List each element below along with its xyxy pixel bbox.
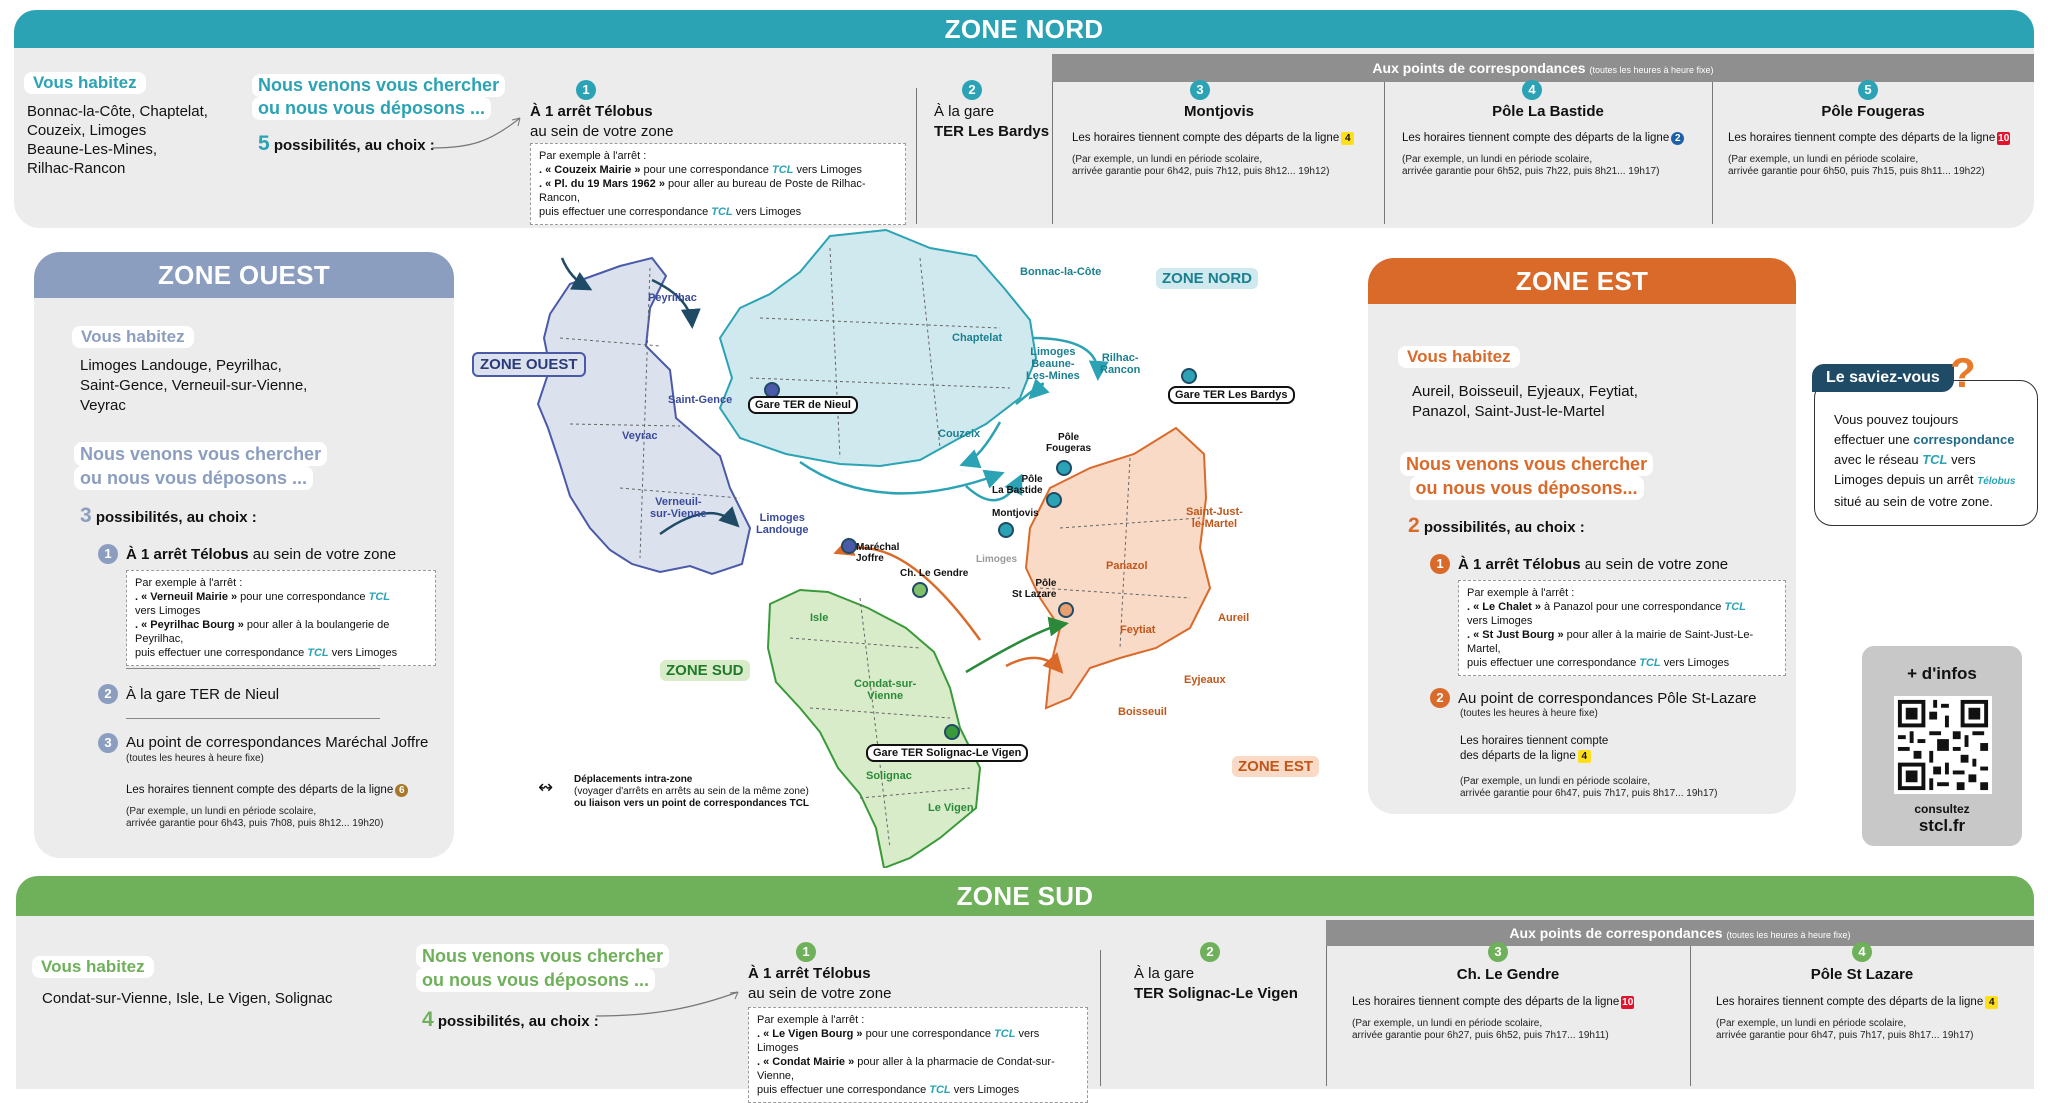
infos-title: + d'infos: [1907, 664, 1977, 683]
map-solignac: Solignac: [866, 770, 912, 782]
ouest-vous-habitez: Vous habitez: [72, 326, 194, 348]
nord-opt5-num: 5: [1858, 80, 1878, 100]
stop-gare-nieul: [765, 383, 779, 397]
stop-pole-bastide: [1047, 493, 1061, 507]
map-veyrac: Veyrac: [622, 430, 658, 442]
map-pole-st-lazare: Pôle St Lazare: [1012, 578, 1057, 600]
sud-opt4-title: Pôle St Lazare: [1810, 966, 1914, 983]
map-gare-nieul: Gare TER de Nieul: [748, 396, 858, 414]
map-isle: Isle: [810, 612, 829, 624]
nord-opt3-title: Montjovis: [1184, 103, 1254, 120]
ouest-opt1-example: Par exemple à l'arrêt : . « Verneuil Mairie » pour une correspondance TCL vers Limoges . « Peyrilhac Bourg » pour aller à la boulangerie de Peyrilhac, puis effectuer une correspondance TCL vers Limoges: [126, 570, 436, 666]
saviez-title: Le saviez-vous: [1812, 364, 1954, 392]
double-arrow-icon: ↭: [538, 777, 554, 797]
ouest-opt3-ex: (Par exemple, un lundi en période scolaire, arrivée garantie pour 6h43, puis 7h08, puis 8h12... 19h20): [126, 806, 384, 829]
sud-opt3-text: Les horaires tiennent compte des départs de la ligne 10: [1352, 996, 1634, 1008]
map-st-just: Saint-Just- le-Martel: [1186, 506, 1243, 530]
stop-gare-solignac: [945, 725, 959, 739]
map-saint-gence: Saint-Gence: [668, 394, 733, 406]
stop-pole-st-lazare: [1059, 603, 1073, 617]
sud-possibilites: 4 possibilités, au choix :: [422, 1008, 599, 1031]
sud-opt3-ex: (Par exemple, un lundi en période scolaire, arrivée garantie pour 6h27, puis 6h52, puis 7h17... 19h11): [1352, 1018, 1609, 1041]
map-label-zone-ouest: ZONE OUEST: [472, 352, 586, 377]
sud-opt4-num: 4: [1852, 942, 1872, 962]
nord-opt5-ex: (Par exemple, un lundi en période scolaire, arrivée garantie pour 6h50, puis 7h15, puis 8h11... 19h22): [1728, 154, 1985, 177]
map-label-zone-nord: ZONE NORD: [1156, 268, 1258, 289]
map-boisseuil: Boisseuil: [1118, 706, 1167, 718]
nord-opt1-num: 1: [576, 80, 596, 100]
sud-opt1-example: Par exemple à l'arrêt : . « Le Vigen Bourg » pour une correspondance TCL vers Limoges . « Condat Mairie » pour aller à la pharmacie de Condat-sur-Vienne, puis effectuer une correspondance TCL vers Limoges: [748, 1007, 1088, 1103]
map-pole-bastide: Pôle La Bastide: [992, 474, 1043, 496]
est-opt2-sub: (toutes les heures à heure fixe): [1460, 708, 1598, 719]
sud-opt1-num: 1: [796, 942, 816, 962]
ouest-opt3-title: Au point de correspondances Maréchal Joffre: [126, 734, 429, 751]
qr-code-icon[interactable]: [1894, 696, 1992, 794]
est-communes: Aureil, Boisseuil, Eyjeaux, Feytiat, Panazol, Saint-Just-le-Martel: [1412, 383, 1638, 420]
nord-opt5-title: Pôle Fougeras: [1821, 103, 1925, 120]
sud-opt4-text: Les horaires tiennent compte des départs de la ligne 4: [1716, 996, 1998, 1009]
nord-communes: Bonnac-la-Côte, Chaptelat, Couzeix, Limoges Beaune-Les-Mines, Rilhac-Rancon: [27, 103, 208, 177]
stop-montjovis: [999, 523, 1013, 537]
stop-gare-bardys: [1182, 369, 1196, 383]
sud-opt4-ex: (Par exemple, un lundi en période scolaire, arrivée garantie pour 6h47, puis 7h17, puis 8h17... 19h17): [1716, 1018, 1974, 1041]
zone-est-title: ZONE EST: [1368, 258, 1796, 304]
stop-ch-gendre: [913, 583, 927, 597]
infos-consultez: consultez: [1914, 802, 1970, 816]
est-opt2-ex: (Par exemple, un lundi en période scolaire, arrivée garantie pour 6h47, puis 7h17, puis 8h17... 19h17): [1460, 776, 1718, 799]
ouest-opt3-num: 3: [98, 733, 118, 753]
nord-opt5-text: Les horaires tiennent compte des départs de la ligne 10: [1728, 132, 2010, 144]
map-ch-gendre: Ch. Le Gendre: [900, 568, 969, 579]
saviez-text: Vous pouvez toujours effectuer une correspondance avec le réseau TCL vers Limoges depuis un arrêt Télobus situé au sein de votre zone.: [1834, 412, 2016, 509]
map-condat: Condat-sur- Vienne: [854, 678, 917, 702]
ouest-communes: Limoges Landouge, Peyrilhac, Saint-Gence, Verneuil-sur-Vienne, Veyrac: [80, 357, 308, 414]
sud-opt1-title: À 1 arrêt Télobus au sein de votre zone: [748, 965, 892, 1002]
nord-opt2-num: 2: [962, 80, 982, 100]
nord-corresp-header: Aux points de correspondances (toutes les heures à heure fixe): [1052, 54, 2034, 82]
sud-opt2-title: À la gare TER Solignac-Le Vigen: [1134, 965, 1298, 1002]
est-vous-habitez: Vous habitez: [1398, 346, 1520, 368]
stop-marechal-joffre: [842, 539, 856, 553]
nord-opt3-text: Les horaires tiennent compte des départs de la ligne 4: [1072, 132, 1354, 145]
est-opt2-num: 2: [1430, 688, 1450, 708]
map-panazol: Panazol: [1106, 560, 1148, 572]
map-zone-ouest: [538, 258, 750, 574]
map-pole-fougeras: Pôle Fougeras: [1046, 432, 1092, 454]
est-opt2-title: Au point de correspondances Pôle St-Lazare: [1458, 690, 1757, 707]
map-limoges: Limoges: [976, 554, 1018, 565]
nord-opt4-num: 4: [1522, 80, 1542, 100]
sud-opt3-num: 3: [1488, 942, 1508, 962]
map-couzeix: Couzeix: [938, 428, 981, 440]
map-verneuil: Verneuil- sur-Vienne: [650, 496, 707, 520]
map-limoges-landouge: Limoges Landouge: [756, 512, 809, 536]
ouest-opt2-num: 2: [98, 684, 118, 704]
est-opt2-text: Les horaires tiennent compte des départs de la ligne 4: [1460, 735, 1609, 762]
map-aureil: Aureil: [1218, 612, 1250, 624]
map-marechal: Maréchal Joffre: [856, 542, 900, 564]
map-gare-bardys: Gare TER Les Bardys: [1168, 386, 1295, 404]
nord-opt1-example: Par exemple à l'arrêt : . « Couzeix Mairie » pour une correspondance TCL vers Limoges . « Pl. du 19 Mars 1962 » pour aller au bureau de Poste de Rilhac-Rancon, puis effectuer une correspondance TCL vers Limoges: [530, 143, 906, 225]
nord-opt4-text: Les horaires tiennent compte des départs de la ligne 2: [1402, 132, 1684, 145]
sud-nous-venons: Nous venons vous chercher ou nous vous déposons ...: [416, 944, 669, 992]
map-chaptelat: Chaptelat: [952, 332, 1003, 344]
nord-possibilites: 5 possibilités, au choix :: [258, 132, 435, 155]
ouest-opt3-sub: (toutes les heures à heure fixe): [126, 753, 264, 764]
zone-sud-title: ZONE SUD: [16, 876, 2034, 916]
nord-opt4-ex: (Par exemple, un lundi en période scolaire, arrivée garantie pour 6h52, puis 7h22, puis 8h21... 19h17): [1402, 154, 1660, 177]
zone-ouest-title: ZONE OUEST: [34, 252, 454, 298]
ouest-nous-venons: Nous venons vous chercher ou nous vous déposons ...: [74, 442, 327, 490]
sud-corresp-header: Aux points de correspondances (toutes les heures à heure fixe): [1326, 920, 2034, 946]
est-opt1-num: 1: [1430, 554, 1450, 574]
map-rilhac: Rilhac- Rancon: [1100, 352, 1141, 376]
sud-opt3-title: Ch. Le Gendre: [1456, 966, 1560, 983]
map-le-vigen: Le Vigen: [928, 802, 974, 814]
est-possibilites: 2 possibilités, au choix :: [1408, 514, 1585, 537]
map-label-zone-sud: ZONE SUD: [660, 660, 750, 681]
sud-opt2-num: 2: [1200, 942, 1220, 962]
est-opt1-example: Par exemple à l'arrêt : . « Le Chalet » à Panazol pour une correspondance TCL vers Limoges . « St Just Bourg » pour aller à la mairie de Saint-Just-Le-Martel, puis effectuer une correspondance TCL vers Limoges: [1458, 580, 1786, 676]
nord-vous-habitez: Vous habitez: [24, 72, 146, 94]
ouest-opt2-title: À la gare TER de Nieul: [126, 686, 280, 703]
map-limoges-beaune: Limoges Beaune- Les-Mines: [1026, 346, 1080, 382]
nord-arrow: [430, 112, 530, 152]
ouest-possibilites: 3 possibilités, au choix :: [80, 504, 257, 527]
stop-pole-fougeras: [1057, 461, 1071, 475]
map-eyjeaux: Eyjeaux: [1184, 674, 1226, 686]
ouest-opt3-text: Les horaires tiennent compte des départs de la ligne 6: [126, 784, 408, 797]
map-legend: ↭ Déplacements intra-zone (voyager d'arrêts en arrêts au sein de la même zone) ou liaison vers un point de correspondances TCL: [538, 774, 810, 809]
sud-communes: Condat-sur-Vienne, Isle, Le Vigen, Solignac: [42, 990, 333, 1007]
zone-nord-title: ZONE NORD: [14, 10, 2034, 48]
nord-nous-venons: Nous venons vous chercher ou nous vous déposons ...: [252, 74, 505, 120]
ouest-opt1-title: À 1 arrêt Télobus au sein de votre zone: [126, 546, 397, 563]
ouest-opt1-num: 1: [98, 544, 118, 564]
infos-url[interactable]: stcl.fr: [1918, 816, 1966, 835]
est-opt1-title: À 1 arrêt Télobus au sein de votre zone: [1458, 556, 1729, 573]
map-label-zone-est: ZONE EST: [1232, 756, 1319, 777]
nord-opt1-title: À 1 arrêt Télobus au sein de votre zone: [530, 103, 674, 140]
map-feytiat: Feytiat: [1120, 624, 1156, 636]
map-zone-nord: [720, 230, 1036, 466]
map-montjovis: Montjovis: [992, 508, 1039, 519]
est-nous-venons: Nous venons vous chercher ou nous vous déposons...: [1400, 452, 1653, 500]
nord-opt2-title: À la gare TER Les Bardys: [934, 103, 1050, 140]
map-peyrilhac: Peyrilhac: [648, 292, 697, 304]
question-icon: ?: [1950, 349, 1976, 396]
nord-opt4-title: Pôle La Bastide: [1492, 103, 1604, 120]
nord-opt3-num: 3: [1190, 80, 1210, 100]
map-gare-solignac: Gare TER Solignac-Le Vigen: [866, 744, 1028, 762]
sud-vous-habitez: Vous habitez: [32, 956, 154, 978]
map-bonnac: Bonnac-la-Côte: [1020, 266, 1102, 278]
sud-arrow: [594, 986, 744, 1022]
nord-opt3-ex: (Par exemple, un lundi en période scolaire, arrivée garantie pour 6h42, puis 7h12, puis 8h12... 19h12): [1072, 154, 1330, 177]
